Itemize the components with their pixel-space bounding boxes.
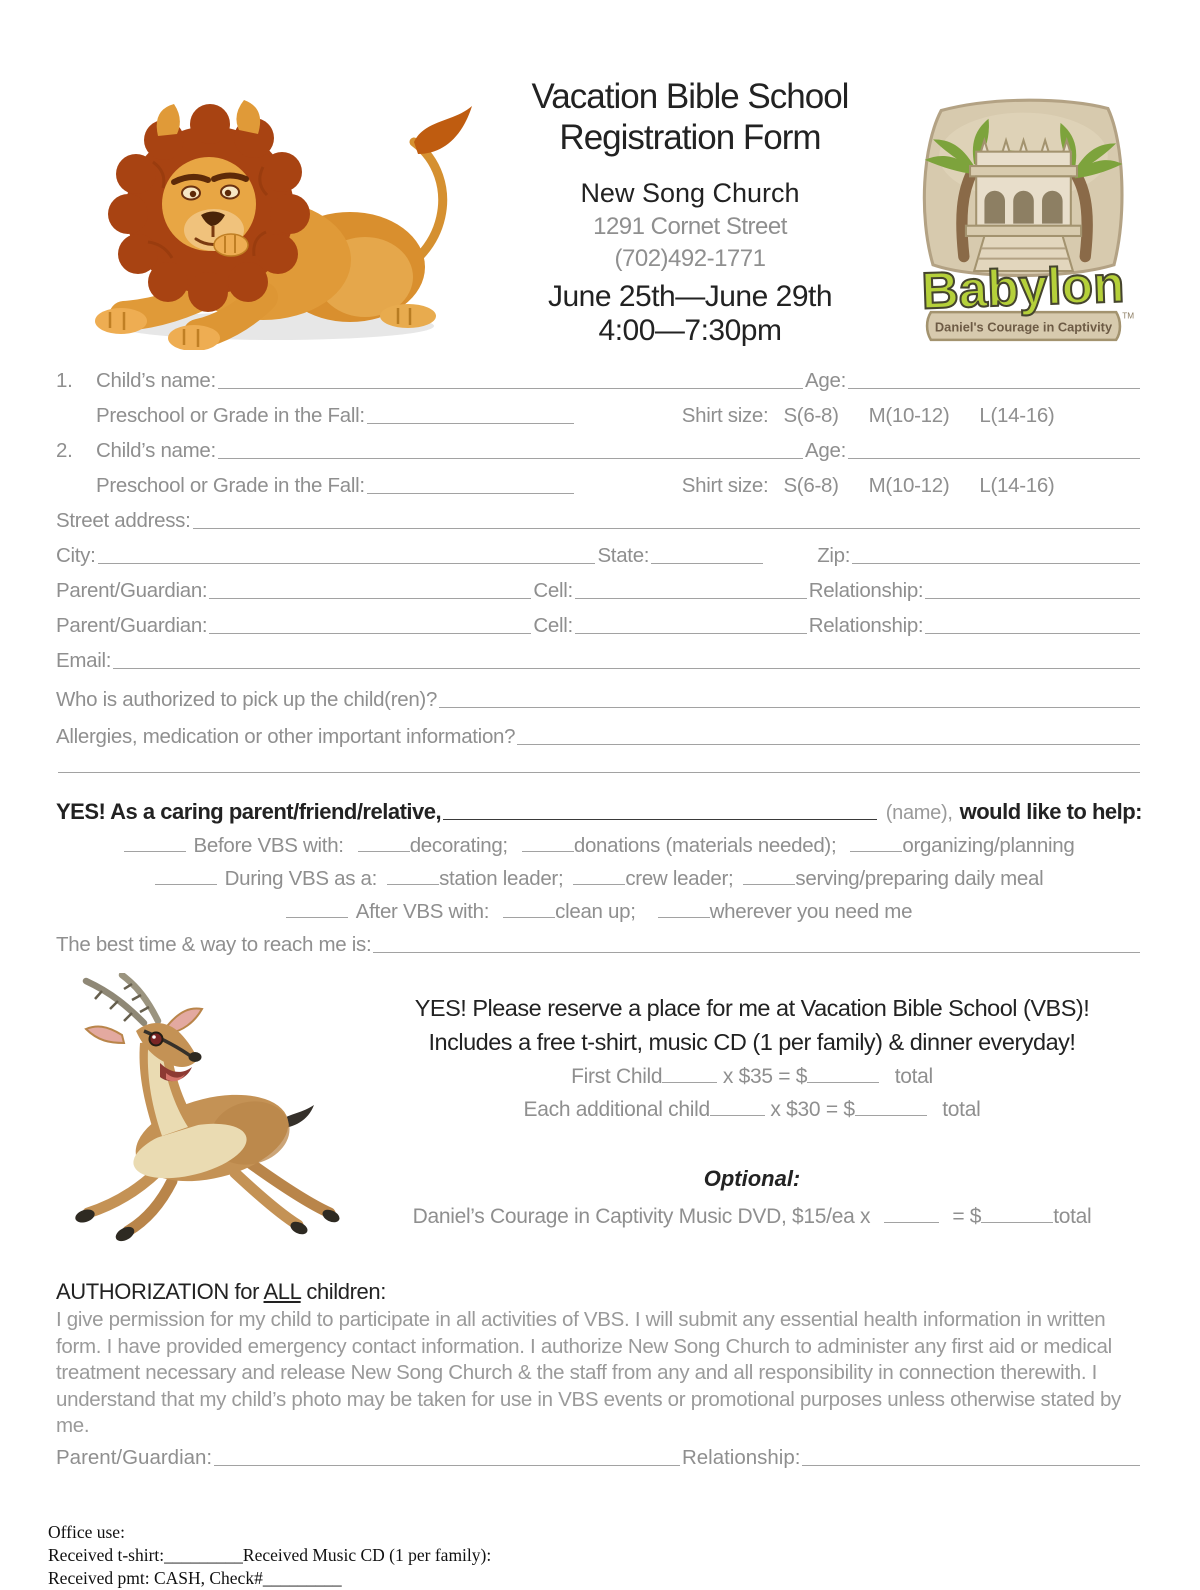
fill-line <box>852 560 1140 564</box>
event-dates: June 25th—June 29th <box>547 280 833 313</box>
fill-line <box>925 595 1140 599</box>
parent2-row <box>56 614 1142 638</box>
optional-heading: Optional: <box>703 1166 801 1191</box>
allergies-label: Allergies, medication or other important information? <box>56 725 516 748</box>
form-title-line2: Registration Form <box>559 118 821 157</box>
office-payment-line: Received pmt: CASH, Check#_________ <box>48 1567 342 1588</box>
fill-line <box>925 630 1140 634</box>
authorization-section <box>0 1253 1200 1470</box>
child1-number: 1. <box>56 369 73 392</box>
reach-row <box>56 933 1142 957</box>
fill-line <box>517 741 1140 745</box>
fill-line <box>848 385 1140 389</box>
lion-illustration <box>58 92 478 355</box>
before-opt1: decorating; <box>409 834 508 857</box>
logo-tagline-text: Daniel's Courage in Captivity <box>934 319 1113 335</box>
email-label: Email: <box>56 649 112 672</box>
fill-line <box>850 837 902 852</box>
fill-line <box>503 903 555 918</box>
state-label: State: <box>597 544 650 567</box>
child2-name-row <box>56 439 1142 463</box>
volunteer-heading-start: YES! As a caring parent/friend/relative, <box>56 799 442 824</box>
header-text-block <box>478 76 902 348</box>
fill-line <box>209 595 531 599</box>
child1-size-m: M(10-12) <box>868 404 950 427</box>
zip-label: Zip: <box>817 544 851 567</box>
pickup-label: Who is authorized to pick up the child(ren)? <box>56 688 438 711</box>
volunteer-after-line <box>56 900 1142 924</box>
volunteer-heading-end: would like to help: <box>959 799 1142 824</box>
child1-grade-label: Preschool or Grade in the Fall: <box>96 404 365 427</box>
auth-heading-pre: AUTHORIZATION for <box>56 1279 264 1304</box>
logo-title-text: Babylon <box>920 254 1126 320</box>
auth-parent-label: Parent/Guardian: <box>56 1445 213 1469</box>
fill-line <box>884 1208 939 1223</box>
fill-line <box>98 560 596 564</box>
during-opt1: station leader; <box>439 867 564 890</box>
relationship2-label: Relationship: <box>808 614 924 637</box>
fill-line <box>522 837 574 852</box>
fill-line <box>155 870 217 885</box>
fill-line <box>367 490 574 494</box>
child2-grade-row <box>96 474 1142 498</box>
fill-line <box>573 870 625 885</box>
fill-line <box>575 630 807 634</box>
cell1-label: Cell: <box>533 579 573 602</box>
child2-number: 2. <box>56 439 73 462</box>
first-child-line <box>350 1065 1154 1089</box>
logo-trademark-text: TM <box>1122 311 1135 321</box>
event-time: 4:00—7:30pm <box>598 314 782 347</box>
first-child-price: x $35 = $ <box>722 1065 808 1088</box>
auth-relationship-label: Relationship: <box>681 1445 801 1469</box>
reach-label: The best time & way to reach me is: <box>56 933 372 956</box>
reserve-line1: YES! Please reserve a place for me at Vacation Bible School (VBS)! <box>414 995 1090 1021</box>
fill-line <box>802 1462 1140 1466</box>
fill-line <box>710 1102 765 1116</box>
church-street: 1291 Cornet Street <box>593 213 787 240</box>
fill-line <box>855 1102 927 1116</box>
church-name: New Song Church <box>580 178 800 208</box>
fill-line <box>373 949 1140 953</box>
allergies-row <box>56 725 1142 749</box>
fill-line <box>214 1462 680 1466</box>
fill-line <box>387 870 439 885</box>
gazelle-illustration <box>40 973 350 1253</box>
city-label: City: <box>56 544 96 567</box>
first-child-label: First Child <box>571 1065 663 1088</box>
after-label: After VBS with: <box>355 900 490 923</box>
cell2-label: Cell: <box>533 614 573 637</box>
reserve-line2: Includes a free t-shirt, music CD (1 per family) & dinner everyday! <box>428 1029 1076 1055</box>
additional-child-line <box>350 1098 1154 1122</box>
authorization-body: I give permission for my child to participate in all activities of VBS. I will submit any essential health information in written form. I have provided emergency contact information. I authorize New Song Church to administer any first aid or medical treatment necessary and release New Song Church & the staff from any and all responsibility in connection therewith. I understand that my child’s photo may be taken for use in VBS events or promotional purposes unless otherwise stated by me. <box>56 1308 1122 1437</box>
church-phone: (702)492-1771 <box>614 245 766 272</box>
before-opt2: donations (materials needed); <box>573 834 837 857</box>
parent2-label: Parent/Guardian: <box>56 614 208 637</box>
gazelle-icon <box>40 973 340 1248</box>
city-row <box>56 544 1142 568</box>
child1-age-label: Age: <box>805 369 846 392</box>
child2-grade-label: Preschool or Grade in the Fall: <box>96 474 365 497</box>
street-row <box>56 509 1142 533</box>
fill-line <box>367 420 574 424</box>
pickup-row <box>56 688 1142 712</box>
during-opt2: crew leader; <box>625 867 734 890</box>
child2-name-label: Child’s name: <box>96 439 216 462</box>
authorization-heading <box>56 1279 1142 1305</box>
fill-line <box>807 1069 879 1083</box>
fill-line <box>218 385 803 389</box>
fill-line <box>575 595 807 599</box>
dvd-line <box>350 1205 1154 1229</box>
babylon-logo-icon <box>902 92 1144 344</box>
child2-shirt-label: Shirt size: <box>681 474 769 497</box>
continuation-line <box>58 769 1140 773</box>
street-label: Street address: <box>56 509 191 532</box>
child1-size-s: S(6-8) <box>783 404 839 427</box>
fill-line <box>286 903 348 918</box>
fill-line <box>743 870 795 885</box>
office-heading: Office use: <box>48 1521 125 1542</box>
during-label: During VBS as a: <box>224 867 378 890</box>
relationship1-label: Relationship: <box>808 579 924 602</box>
child1-grade-row <box>96 404 1142 428</box>
after-opt2: wherever you need me <box>709 900 913 923</box>
fill-line <box>218 455 803 459</box>
child2-size-m: M(10-12) <box>868 474 950 497</box>
child1-name-row <box>56 369 1142 393</box>
fill-line <box>662 1069 717 1083</box>
additional-total: total <box>942 1098 981 1121</box>
fill-line <box>113 665 1140 669</box>
additional-price: x $30 = $ <box>770 1098 855 1121</box>
email-row <box>56 649 1142 673</box>
child2-size-s: S(6-8) <box>783 474 839 497</box>
babylon-logo <box>902 92 1144 349</box>
fill-line <box>439 704 1140 708</box>
during-opt3: serving/preparing daily meal <box>795 867 1044 890</box>
child1-shirt-label: Shirt size: <box>681 404 769 427</box>
child1-size-l: L(14-16) <box>979 404 1055 427</box>
volunteer-name-hint: (name), <box>885 802 953 824</box>
fill-line <box>358 837 410 852</box>
after-opt1: clean up; <box>555 900 636 923</box>
volunteer-before-line <box>56 834 1142 858</box>
parent1-label: Parent/Guardian: <box>56 579 208 602</box>
auth-heading-post: children: <box>300 1279 386 1304</box>
fill-line <box>193 525 1140 529</box>
fill-line <box>209 630 531 634</box>
child2-size-l: L(14-16) <box>979 474 1055 497</box>
auth-heading-all: ALL <box>263 1279 301 1304</box>
volunteer-during-line <box>56 867 1142 891</box>
fill-line <box>981 1208 1053 1223</box>
reservation-text-block <box>350 995 1200 1229</box>
before-opt3: organizing/planning <box>902 834 1075 857</box>
fill-line <box>658 903 710 918</box>
child2-age-label: Age: <box>805 439 846 462</box>
volunteer-heading <box>56 799 1142 825</box>
child1-name-label: Child’s name: <box>96 369 216 392</box>
reservation-section <box>0 973 1200 1253</box>
fill-line <box>124 837 186 852</box>
fill-line <box>651 560 763 564</box>
dvd-label: Daniel’s Courage in Captivity Music DVD, $15/ea x <box>412 1205 871 1228</box>
dvd-total: total <box>1053 1205 1092 1228</box>
dvd-equals: = $ <box>952 1205 982 1228</box>
authorization-signature-row <box>56 1446 1142 1470</box>
first-child-total: total <box>894 1065 933 1088</box>
office-use-section <box>0 1481 1200 1590</box>
fill-line <box>848 455 1140 459</box>
additional-label: Each additional child <box>523 1098 710 1121</box>
volunteer-name-line <box>443 816 877 820</box>
form-header <box>0 0 1200 355</box>
before-label: Before VBS with: <box>193 834 344 857</box>
lion-icon <box>58 92 478 350</box>
parent1-row <box>56 579 1142 603</box>
office-tshirt-line: Received t-shirt:_________Received Music CD (1 per family): <box>48 1544 492 1565</box>
form-title-line1: Vacation Bible School <box>531 77 849 116</box>
registration-fields <box>0 355 1200 957</box>
